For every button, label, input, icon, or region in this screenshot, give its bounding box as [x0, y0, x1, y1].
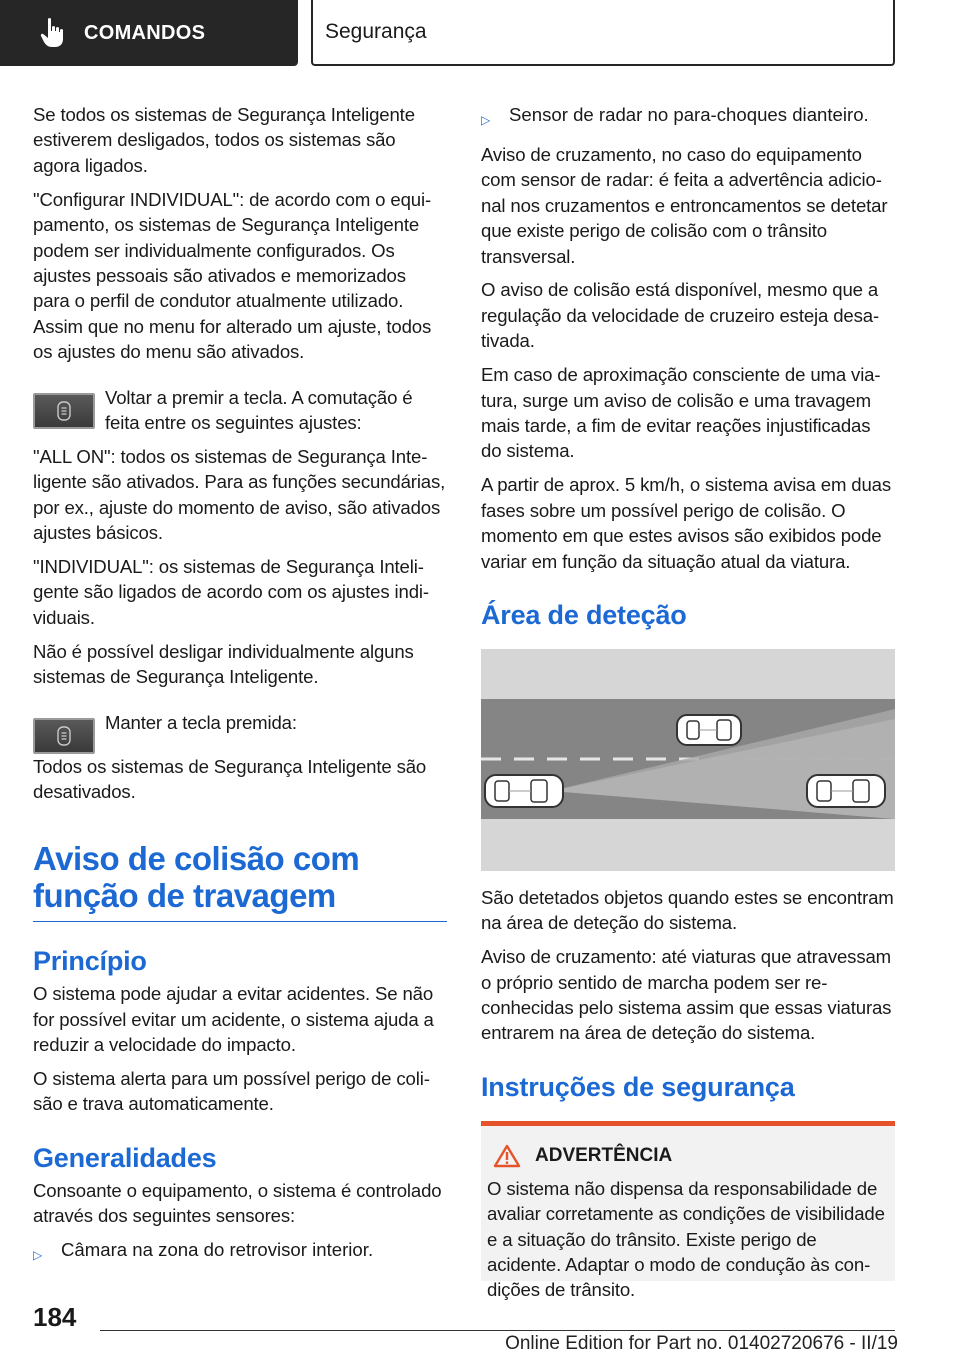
safety-button-icon: [33, 718, 95, 754]
warning-text: O sistema não dispensa da responsabilidade de avaliar corretamente as condições de visibilidade e a situação do trânsito. Existe perigo de acidente. Adaptar o modo de condução às condições de trânsito.: [487, 1177, 885, 1301]
paragraph: Consoante o equipamento, o sistema é controlado através dos seguintes sensores:: [33, 1179, 442, 1227]
list-item-text: Sensor de radar no para-choques dianteiro.: [509, 104, 869, 125]
triangle-bullet-icon: ▷: [33, 1248, 43, 1263]
section-title-text: Segurança: [325, 20, 427, 43]
paragraph: O aviso de colisão está disponível, mesmo que a regulação da velocidade de cruzeiro esteja desativada.: [481, 279, 880, 352]
paragraph: "Configurar INDIVIDUAL": de acordo com o equipamento, os sistemas de Segurança Inteligente podem ser individualmente configurados. Os ajustes pessoais são ativados e memorizados para o perfil de condutor atualmente utilizado. Assim que no menu for alterado um ajuste, todos os ajustes do menu são ativados.: [33, 188, 432, 363]
key-instruction: [33, 385, 447, 444]
paragraph: A partir de aprox. 5 km/h, o sistema avisa em duas fases sobre um possível perigo de colisão. O momento em que estes avisos são exibidos pode variar em função da situação atual da viatura.: [481, 474, 892, 572]
car-icon: [485, 775, 563, 807]
chapter-tab: [0, 0, 298, 66]
paragraph: Não é possível desligar individualmente alguns sistemas de Segurança Inteligente.: [33, 640, 414, 688]
paragraph: Todos os sistemas de Segurança Inteligente são desativados.: [33, 755, 427, 802]
key-instruction-text: Voltar a premir a tecla. A comutação é feita entre os seguintes ajustes:: [105, 386, 413, 433]
subsection-heading: Instruções de segurança: [481, 1071, 795, 1102]
detection-area-diagram: [481, 649, 895, 871]
page-header: [0, 0, 960, 68]
subsection-heading: Generalidades: [33, 1142, 217, 1173]
paragraph: Aviso de cruzamento: até viaturas que atravessam o próprio sentido de marcha podem ser reconhecidas pelo sistema assim que essas viaturas entrarem na área de deteção do sistema.: [481, 946, 892, 1044]
car-icon: [807, 775, 885, 807]
hand-pointer-icon: [40, 17, 66, 49]
left-column: [33, 102, 447, 1277]
warning-title: ADVERTÊNCIA: [535, 1144, 673, 1166]
warning-box: [481, 1121, 895, 1301]
paragraph: São detetados objetos quando estes se encontram na área de deteção do sistema.: [481, 886, 894, 934]
paragraph: O sistema pode ajudar a evitar acidentes. Se não for possível evitar um acidente, o sistema ajuda a reduzir a velocidade do impacto.: [33, 983, 434, 1056]
list-item: [33, 1237, 447, 1268]
right-column: [481, 102, 895, 1301]
key-instruction-text: Manter a tecla premida:: [105, 711, 297, 733]
paragraph: Em caso de aproximação consciente de uma viatura, surge um aviso de colisão e uma travagem mais tarde, a fim de evitar reações injustificadas do sistema.: [481, 364, 881, 462]
page-number: 184: [33, 1302, 77, 1332]
list-item-text: Câmara na zona do retrovisor interior.: [61, 1239, 374, 1261]
safety-button-icon: [33, 393, 95, 429]
section-heading: Aviso de colisão com função de travagem: [33, 840, 447, 922]
paragraph: Aviso de cruzamento, no caso do equipamento com sensor de radar: é feita a advertência adicional nos cruzamentos e entroncamentos se detetar que existe perigo de colisão com o trânsito transversal.: [481, 143, 888, 267]
paragraph: O sistema alerta para um possível perigo de colisão e trava automaticamente.: [33, 1068, 430, 1115]
warning-triangle-icon: [493, 1144, 521, 1168]
list-item: [481, 102, 895, 133]
footer-divider: [100, 1330, 895, 1331]
paragraph: Se todos os sistemas de Segurança Inteligente estiverem desligados, todos os sistemas são agora ligados.: [33, 104, 415, 176]
triangle-bullet-icon: ▷: [481, 113, 491, 127]
paragraph: "ALL ON": todos os sistemas de Segurança Inteligente são ativados. Para as funções secundárias, por ex., ajuste do momento de aviso, são ativados ajustes básicos.: [33, 445, 446, 544]
chapter-label: COMANDOS: [84, 21, 206, 44]
subsection-heading: Área de deteção: [481, 599, 687, 630]
subsection-heading: Princípio: [33, 946, 147, 977]
car-icon: [677, 715, 741, 745]
paragraph: "INDIVIDUAL": os sistemas de Segurança Inteligente são ligados de acordo com os ajustes individuais.: [33, 556, 430, 628]
edition-note: Online Edition for Part no. 01402720676 - II/19: [505, 1333, 898, 1354]
key-instruction: [33, 710, 447, 754]
section-title: [311, 0, 895, 66]
road-illustration: [481, 649, 895, 871]
